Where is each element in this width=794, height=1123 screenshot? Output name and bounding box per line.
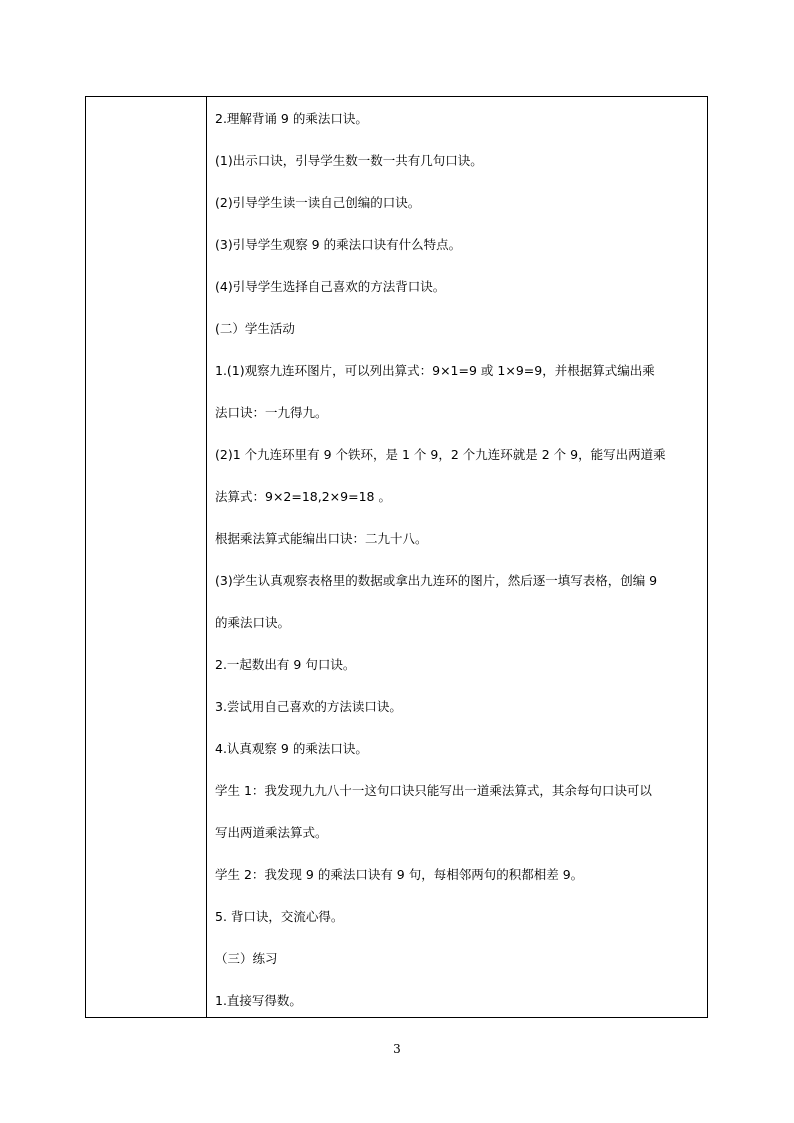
table-content-cell xyxy=(207,97,707,1017)
section-heading-student-activity: (二）学生活动 xyxy=(215,321,295,336)
content-line-17: 学生 1：我发现九九八十一这句口诀只能写出一道乘法算式，其余每句口诀可以 xyxy=(215,783,652,798)
content-line-10: 法算式：9×2=18,2×9=18 。 xyxy=(215,489,391,504)
content-line-22: 1.直接写得数。 xyxy=(215,993,302,1008)
content-line-15: 3.尝试用自己喜欢的方法读口诀。 xyxy=(215,699,402,714)
content-line-12: (3)学生认真观察表格里的数据或拿出九连环的图片，然后逐一填写表格，创编 9 xyxy=(215,573,658,588)
content-line-3: (2)引导学生读一读自己创编的口诀。 xyxy=(215,195,421,210)
content-line-9: (2)1 个九连环里有 9 个铁环，是 1 个 9，2 个九连环就是 2 个 9，能写出两道乘 xyxy=(215,447,666,462)
content-line-13: 的乘法口诀。 xyxy=(215,615,291,630)
content-line-20: 5. 背口诀，交流心得。 xyxy=(215,909,344,924)
content-line-19: 学生 2：我发现 9 的乘法口诀有 9 句，每相邻两句的积都相差 9。 xyxy=(215,867,584,882)
page-number: 3 xyxy=(393,1042,401,1056)
content-line-1: 2.理解背诵 9 的乘法口诀。 xyxy=(215,111,368,126)
content-line-5: (4)引导学生选择自己喜欢的方法背口诀。 xyxy=(215,279,446,294)
content-line-7: 1.(1)观察九连环图片，可以列出算式：9×1=9 或 1×9=9，并根据算式编出乘 xyxy=(215,363,655,378)
table-left-column xyxy=(86,97,207,1017)
content-line-11: 根据乘法算式能编出口诀：二九十八。 xyxy=(215,531,428,546)
content-line-18: 写出两道乘法算式。 xyxy=(215,825,328,840)
lesson-table xyxy=(85,96,708,1018)
content-line-8: 法口诀：一九得九。 xyxy=(215,405,328,420)
content-line-2: (1)出示口诀，引导学生数一数一共有几句口诀。 xyxy=(215,153,483,168)
content-line-14: 2.一起数出有 9 句口诀。 xyxy=(215,657,356,672)
content-line-4: (3)引导学生观察 9 的乘法口诀有什么特点。 xyxy=(215,237,462,252)
section-heading-practice: （三）练习 xyxy=(215,951,278,966)
content-line-16: 4.认真观察 9 的乘法口诀。 xyxy=(215,741,368,756)
